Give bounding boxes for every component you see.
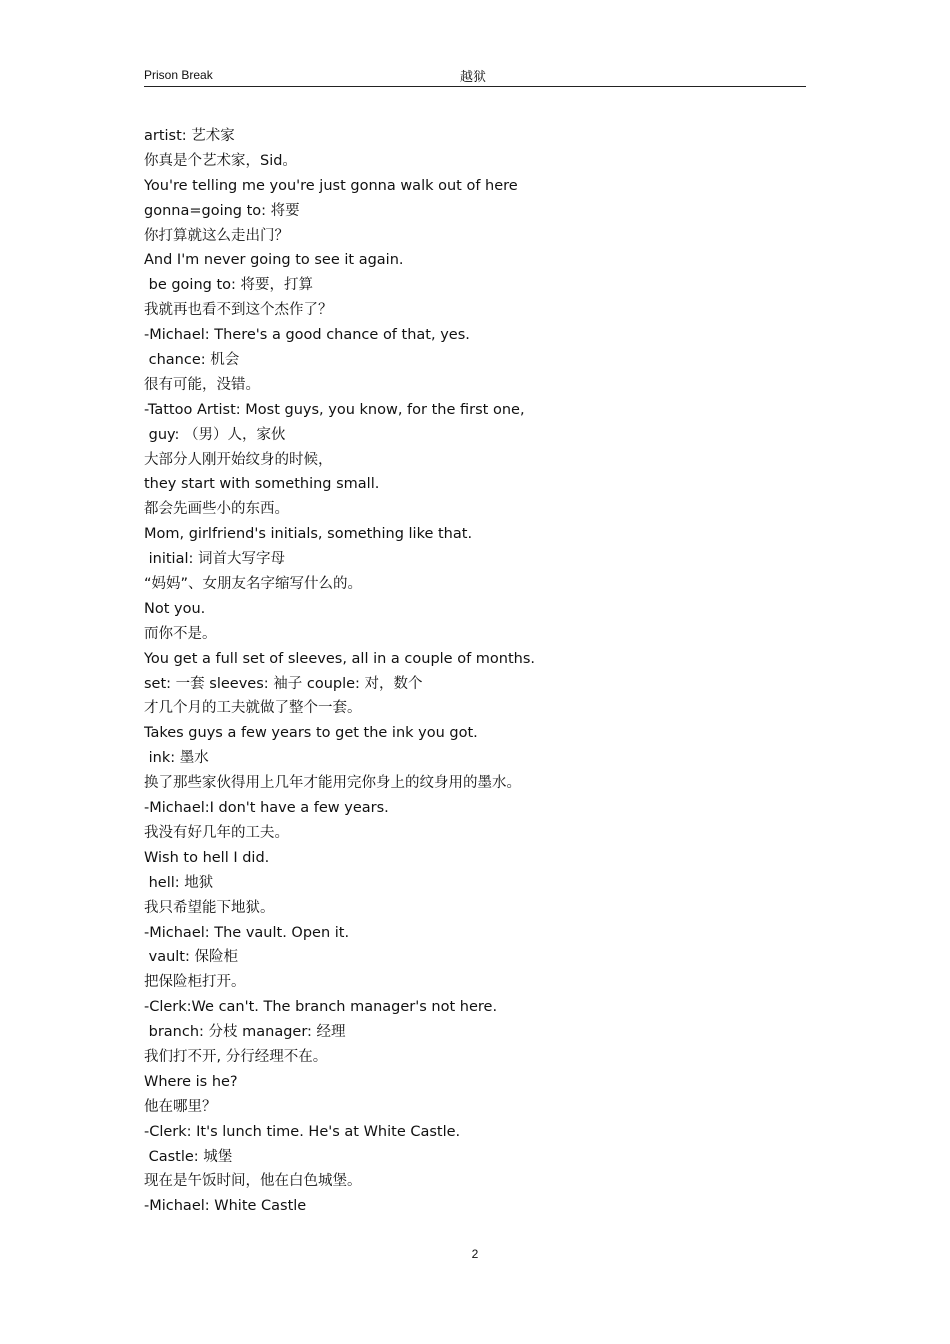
text-line: be going to: 将要，打算: [144, 277, 314, 294]
text-line: 你打算就这么走出门？: [144, 227, 289, 244]
text-line: -Tattoo Artist: Most guys, you know, for the first one,: [144, 401, 525, 418]
text-line: gonna=going to: 将要: [144, 202, 300, 219]
text-line: 大部分人刚开始纹身的时候，: [144, 451, 333, 468]
text-line: Not you.: [144, 600, 206, 617]
text-line: vault: 保险柜: [144, 949, 238, 966]
text-line: You get a full set of sleeves, all in a couple of months.: [144, 650, 536, 667]
header-left-title: Prison Break: [144, 68, 213, 82]
page-header: [144, 66, 806, 87]
text-line: 换了那些家伙得用上几年才能用完你身上的纹身用的墨水。: [144, 775, 521, 792]
text-line: 现在是午饭时间，他在白色城堡。: [144, 1173, 362, 1190]
text-line: 我就再也看不到这个杰作了？: [144, 302, 333, 319]
text-line: 而你不是。: [144, 625, 217, 642]
text-line: You're telling me you're just gonna walk out of here: [144, 177, 518, 194]
text-line: -Michael: The vault. Open it.: [144, 924, 350, 941]
text-line: -Michael: There's a good chance of that, yes.: [144, 327, 470, 344]
text-line: initial: 词首大写字母: [144, 551, 285, 568]
text-line: ink: 墨水: [144, 750, 209, 767]
text-line: 他在哪里？: [144, 1098, 217, 1115]
header-center-title: 越狱: [460, 70, 487, 85]
document-body: [144, 124, 806, 1219]
text-line: Mom, girlfriend's initials, something like that.: [144, 526, 473, 543]
text-line: 很有可能，没错。: [144, 376, 260, 393]
text-line: 我只希望能下地狱。: [144, 899, 275, 916]
text-line: -Michael:I don't have a few years.: [144, 800, 389, 817]
text-line: 你真是个艺术家，Sid。: [144, 152, 297, 169]
text-line: Castle: 城堡: [144, 1148, 233, 1165]
text-line: chance: 机会: [144, 352, 240, 369]
text-line: 都会先画些小的东西。: [144, 501, 289, 518]
text-line: -Clerk:We can't. The branch manager's not here.: [144, 999, 498, 1016]
text-line: hell: 地狱: [144, 874, 214, 891]
text-line: 把保险柜打开。: [144, 974, 246, 991]
text-line: set: 一套 sleeves: 袖子 couple: 对，数个: [144, 675, 423, 692]
text-line: And I'm never going to see it again.: [144, 252, 404, 269]
text-line: 我们打不开, 分行经理不在。: [144, 1048, 328, 1065]
text-line: branch: 分枝 manager: 经理: [144, 1024, 346, 1041]
text-line: 我没有好几年的工夫。: [144, 824, 289, 841]
text-line: guy: （男）人，家伙: [144, 426, 286, 443]
page-number: 2: [471, 1247, 479, 1261]
text-line: -Clerk: It's lunch time. He's at White Castle.: [144, 1123, 461, 1140]
text-line: “妈妈”、女朋友名字缩写什么的。: [144, 576, 363, 593]
text-line: artist: 艺术家: [144, 128, 235, 144]
text-line: Wish to hell I did.: [144, 849, 270, 866]
text-line: they start with something small.: [144, 476, 380, 493]
text-line: 才几个月的工夫就做了整个一套。: [144, 700, 362, 717]
text-line: Where is he?: [144, 1073, 238, 1090]
text-line: Takes guys a few years to get the ink you got.: [144, 725, 478, 742]
text-line: -Michael: White Castle: [144, 1198, 307, 1215]
